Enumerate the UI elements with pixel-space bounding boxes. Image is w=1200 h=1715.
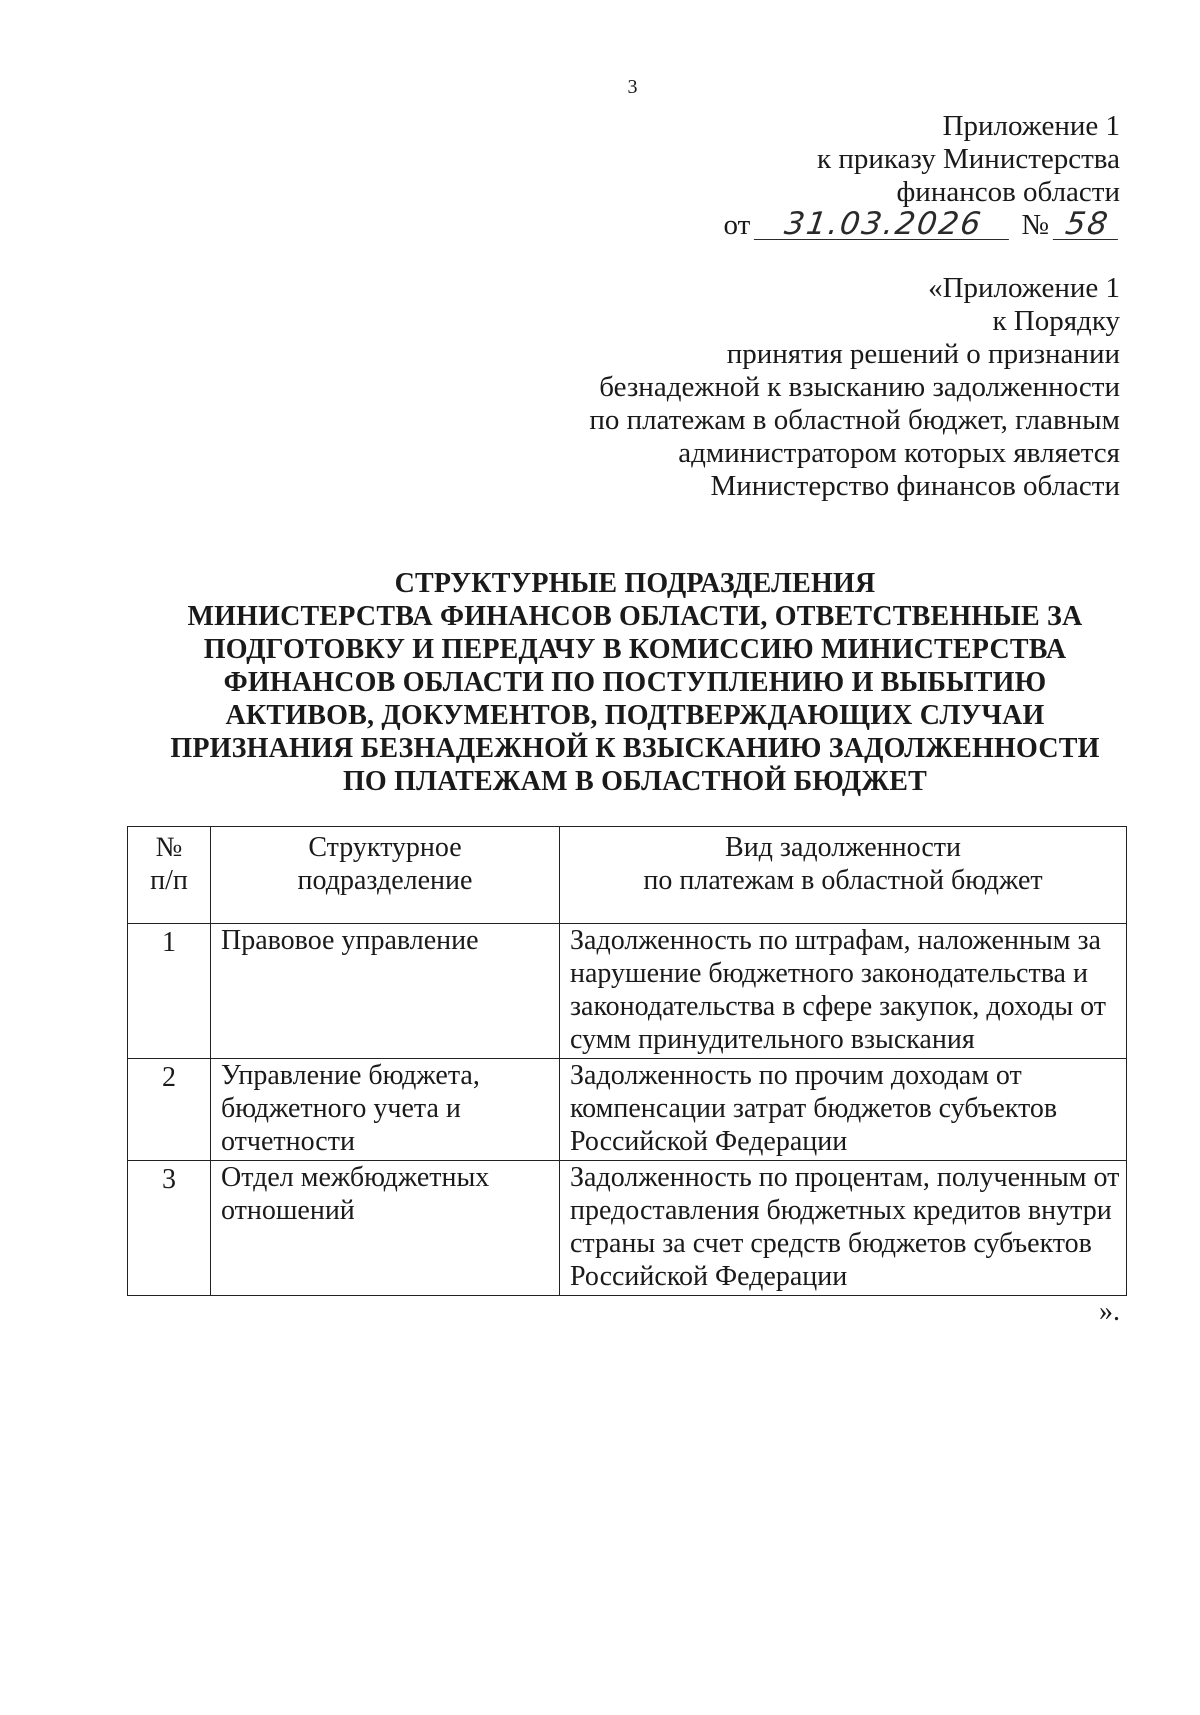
order-date-number-line bbox=[723, 206, 1120, 242]
title-line: ПРИЗНАНИЯ БЕЗНАДЕЖНОЙ К ВЗЫСКАНИЮ ЗАДОЛЖЕННОСТИ bbox=[170, 733, 1100, 764]
header-text: Вид задолженности bbox=[725, 832, 961, 863]
row-number: 3 bbox=[128, 1161, 211, 1296]
cell-text: отношений bbox=[221, 1195, 355, 1226]
handwritten-date: 31.03.2026 bbox=[754, 209, 1013, 240]
cell-text: страны за счет средств бюджетов субъектов bbox=[570, 1228, 1092, 1259]
number-sign: № bbox=[1021, 209, 1049, 241]
header-number bbox=[128, 827, 211, 924]
responsibility-table bbox=[127, 826, 1127, 1296]
cell-text: Правовое управление bbox=[221, 925, 479, 956]
cell-text: Задолженность по штрафам, наложенным за bbox=[570, 925, 1101, 956]
table-row bbox=[128, 1059, 1127, 1161]
cell-text: бюджетного учета и bbox=[221, 1093, 461, 1124]
procedure-line: к Порядку bbox=[992, 305, 1120, 337]
procedure-appendix-header bbox=[589, 272, 1120, 503]
procedure-line: Министерство финансов области bbox=[710, 470, 1120, 502]
cell-text: предоставления бюджетных кредитов внутри bbox=[570, 1195, 1112, 1226]
row-unit bbox=[211, 924, 560, 1059]
header-text: подразделение bbox=[297, 865, 473, 896]
row-debt-type bbox=[560, 1059, 1127, 1161]
row-number: 2 bbox=[128, 1059, 211, 1161]
header-debt-type bbox=[560, 827, 1127, 924]
title-line: АКТИВОВ, ДОКУМЕНТОВ, ПОДТВЕРЖДАЮЩИХ СЛУЧАИ bbox=[225, 700, 1045, 731]
header-text: по платежам в областной бюджет bbox=[643, 865, 1043, 896]
cell-text: Задолженность по прочим доходам от bbox=[570, 1060, 1022, 1091]
row-number: 1 bbox=[128, 924, 211, 1059]
table-row bbox=[128, 924, 1127, 1059]
appendix-line: финансов области bbox=[896, 176, 1120, 208]
cell-text: нарушение бюджетного законодательства и bbox=[570, 958, 1088, 989]
procedure-line: по платежам в областной бюджет, главным bbox=[589, 404, 1120, 436]
cell-text: Задолженность по процентам, полученным от bbox=[570, 1162, 1120, 1193]
cell-text: компенсации затрат бюджетов субъектов bbox=[570, 1093, 1058, 1124]
closing-quote-mark: ». bbox=[1099, 1296, 1120, 1327]
handwritten-number: 58 bbox=[1053, 209, 1122, 240]
title-line: ФИНАНСОВ ОБЛАСТИ ПО ПОСТУПЛЕНИЮ И ВЫБЫТИЮ bbox=[223, 667, 1047, 698]
row-debt-type bbox=[560, 1161, 1127, 1296]
date-prefix: от bbox=[723, 209, 751, 241]
page-number: 3 bbox=[627, 76, 638, 98]
title-line: ПО ПЛАТЕЖАМ В ОБЛАСТНОЙ БЮДЖЕТ bbox=[342, 766, 928, 797]
table-header-row bbox=[128, 827, 1127, 924]
procedure-line: «Приложение 1 bbox=[928, 272, 1120, 304]
cell-text: сумм принудительного взыскания bbox=[570, 1024, 975, 1055]
header-unit bbox=[211, 827, 560, 924]
cell-text: отчетности bbox=[221, 1126, 355, 1157]
title-line: МИНИСТЕРСТВА ФИНАНСОВ ОБЛАСТИ, ОТВЕТСТВЕННЫЕ ЗА bbox=[187, 601, 1083, 632]
cell-text: законодательства в сфере закупок, доходы от bbox=[570, 991, 1107, 1022]
row-unit bbox=[211, 1059, 560, 1161]
appendix-line: Приложение 1 bbox=[942, 110, 1120, 142]
cell-text: Российской Федерации bbox=[570, 1261, 848, 1292]
title-line: ПОДГОТОВКУ И ПЕРЕДАЧУ В КОМИССИЮ МИНИСТЕРСТВА bbox=[203, 634, 1067, 665]
appendix-line: к приказу Министерства bbox=[817, 143, 1120, 175]
cell-text: Управление бюджета, bbox=[221, 1060, 480, 1091]
row-unit bbox=[211, 1161, 560, 1296]
header-text: № bbox=[155, 832, 183, 863]
document-title bbox=[140, 567, 1130, 798]
header-text: п/п bbox=[150, 865, 188, 896]
procedure-line: администратором которых является bbox=[678, 437, 1120, 469]
cell-text: Российской Федерации bbox=[570, 1126, 848, 1157]
procedure-line: безнадежной к взысканию задолженности bbox=[599, 371, 1120, 403]
row-debt-type bbox=[560, 924, 1127, 1059]
title-line: СТРУКТУРНЫЕ ПОДРАЗДЕЛЕНИЯ bbox=[394, 568, 876, 599]
order-appendix-header bbox=[724, 110, 1120, 242]
header-text: Структурное bbox=[308, 832, 462, 863]
cell-text: Отдел межбюджетных bbox=[221, 1162, 490, 1193]
procedure-line: принятия решений о признании bbox=[726, 338, 1120, 370]
table-row bbox=[128, 1161, 1127, 1296]
